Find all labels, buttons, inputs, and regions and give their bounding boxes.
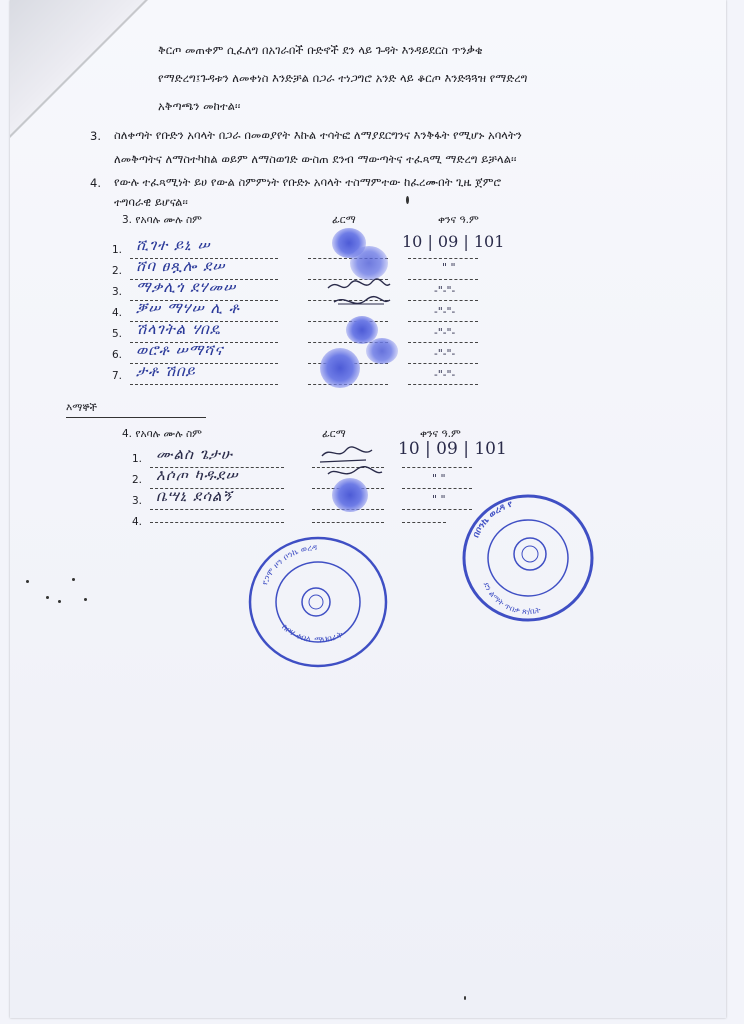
stamp-text-bottom: ደን ልማት ጥበቃ ጽ/ቤት [481,580,542,617]
speck [46,596,49,599]
item-4-line1: የውሉ ተፈጻሚነት ይሀ የውል ስምምነት የቡድኑ አባላት ተስማምተው ከፈረሙበት ጊዜ ጀምሮ [114,175,502,189]
signature-scribbles [324,276,394,320]
paragraph-continuation-line2: የማድረግ፤ጉዳቱን ለመቀነስ እንድቻል በጋራ ተነጋግሮ አንድ ላይ ቆርጦ እንድጓጓዝ የማድረግ [158,71,528,85]
member-date-handwritten: -"-"- [434,305,456,318]
fingerprint-mark [332,478,368,512]
witness-name-handwritten: እሶጦ ካዱደሠ [156,466,239,484]
member-date-handwritten: -"-"- [434,326,456,339]
witness-name-handwritten: ቤሣኒ ደሳልኝ [156,487,233,505]
member-name-handwritten: ማቃሊጎ ደሃመሠ [136,278,237,296]
member-name-handwritten: ቓሠ ማሃሠ ሊ ቶ [136,299,240,317]
witnesses-signature-header: ፊርማ [322,428,346,440]
stamp-outer-ring [250,538,386,666]
speck [84,598,87,601]
date-line [402,467,472,468]
row-number: 6. [112,349,123,361]
row-number: 2. [132,474,143,486]
member-date-handwritten: -"-"- [434,347,456,360]
row-number: 1. [112,244,123,256]
signature-stroke [328,279,390,288]
date-line [408,321,478,322]
date-line [408,384,478,385]
speck [58,600,61,603]
date-line [408,279,478,280]
witness-row [132,487,472,511]
member-date-handwritten: -"-"- [434,284,456,297]
stamp-text-top: የጋሞ ዞን ቦንኬ ወረዳ [260,542,318,587]
witness-row [132,512,472,532]
date-line [408,258,478,259]
name-line [150,522,284,523]
member-name-handwritten: ወሮቶ ሠማሻና [136,341,224,359]
stamp-inner-ring [488,520,568,596]
row-number: 7. [112,370,123,382]
member-row [112,362,522,386]
official-stamp-right [458,490,598,626]
signature-stroke [334,297,390,304]
member-date-handwritten: -"-"- [434,368,456,381]
item-3-line2: ለመቅጣትና ለማስተካከል ወይም ለማስወገድ ውስጠ ደንብ ማውጣትና ተፈጻሚ ማድረግ ይቻላል፡፡ [114,152,517,166]
stamp-emblem [302,588,330,616]
members-date-header: ቀንና ዓ.ም [438,214,479,226]
row-number: 3. [132,495,143,507]
witness-date-handwritten: " " [432,472,446,485]
witness-date-handwritten: " " [432,493,446,506]
date-line [402,522,446,523]
witnesses-date-header: ቀንና ዓ.ም [420,428,461,440]
signature-stroke [328,467,382,474]
paragraph-continuation-line1: ቅርጦ መጠቀም ሲፈለግ በአገራበች ቡድኖች ደን ላይ ጉዳት እንዳይደርስ ጥንቃቄ [158,43,483,57]
speck [72,578,75,581]
row-number: 3. [112,286,123,298]
fingerprint-mark [366,338,398,364]
witness-name-handwritten: ሙልስ ጌታሁ [156,445,233,463]
witness-date-handwritten: 10 | 09 | 101 [398,439,507,459]
member-name-handwritten: ሽላገትል ሃበዴ [136,320,221,338]
members-signature-header: ፊርማ [332,214,356,226]
signature-stroke [320,460,366,462]
item-4-line2: ተግባራዊ ይሆናል፡፡ [114,195,188,209]
signature-line [312,522,384,523]
member-date-handwritten: 10 | 09 | 101 [402,232,505,251]
row-number: 2. [112,265,123,277]
fingerprint-mark [320,348,360,388]
row-number: 5. [112,328,123,340]
member-date-handwritten: " " [442,261,456,274]
item-3-line1: ስለቀጣት የቡድን አባላት በጋራ በመወያየት እኩል ተሳትፎ ለማያደርግንና እንቅፋት የሚሆኑ አባላትን [114,128,522,142]
document-page [10,0,726,1018]
date-line [402,488,472,489]
witnesses-name-header: 4. የአባሉ ሙሉ ስም [122,428,202,440]
name-line [130,384,278,385]
folded-corner [10,0,145,135]
item-4-number: 4. [90,176,101,190]
item-3-number: 3. [90,129,101,143]
name-line [150,509,284,510]
date-line [408,342,478,343]
stamp-emblem-center [309,595,323,609]
speck [26,580,29,583]
stamp-emblem-center [522,546,538,562]
row-number: 4. [132,516,143,528]
paragraph-continuation-line3: አቅጣጫን መከተል፡፡ [158,99,241,113]
fingerprint-mark [350,246,388,280]
speck [464,996,466,1000]
stamp-text-top: በቦንኬ ወረዳ የ [471,499,514,540]
member-name-handwritten: ሸባ ፀጿሎ ደሠ [136,257,226,275]
witnesses-label: እማኞች [66,402,206,418]
member-name-handwritten: ሺገተ ይኒ ሠ [136,236,211,254]
date-line [408,363,478,364]
stamp-outer-ring [464,496,592,620]
stamp-emblem [514,538,546,570]
row-number: 4. [112,307,123,319]
member-name-handwritten: ታቶ ሽበይ [136,362,196,380]
speck [406,196,409,204]
members-name-header: 3. የአባሉ ሙሉ ስም [122,214,202,226]
official-stamp-left [246,534,390,670]
row-number: 1. [132,453,143,465]
date-line [408,300,478,301]
signature-stroke [322,447,372,456]
stamp-text-bottom: ስቦሃ ቀበሌ ማህበራት [279,622,345,646]
